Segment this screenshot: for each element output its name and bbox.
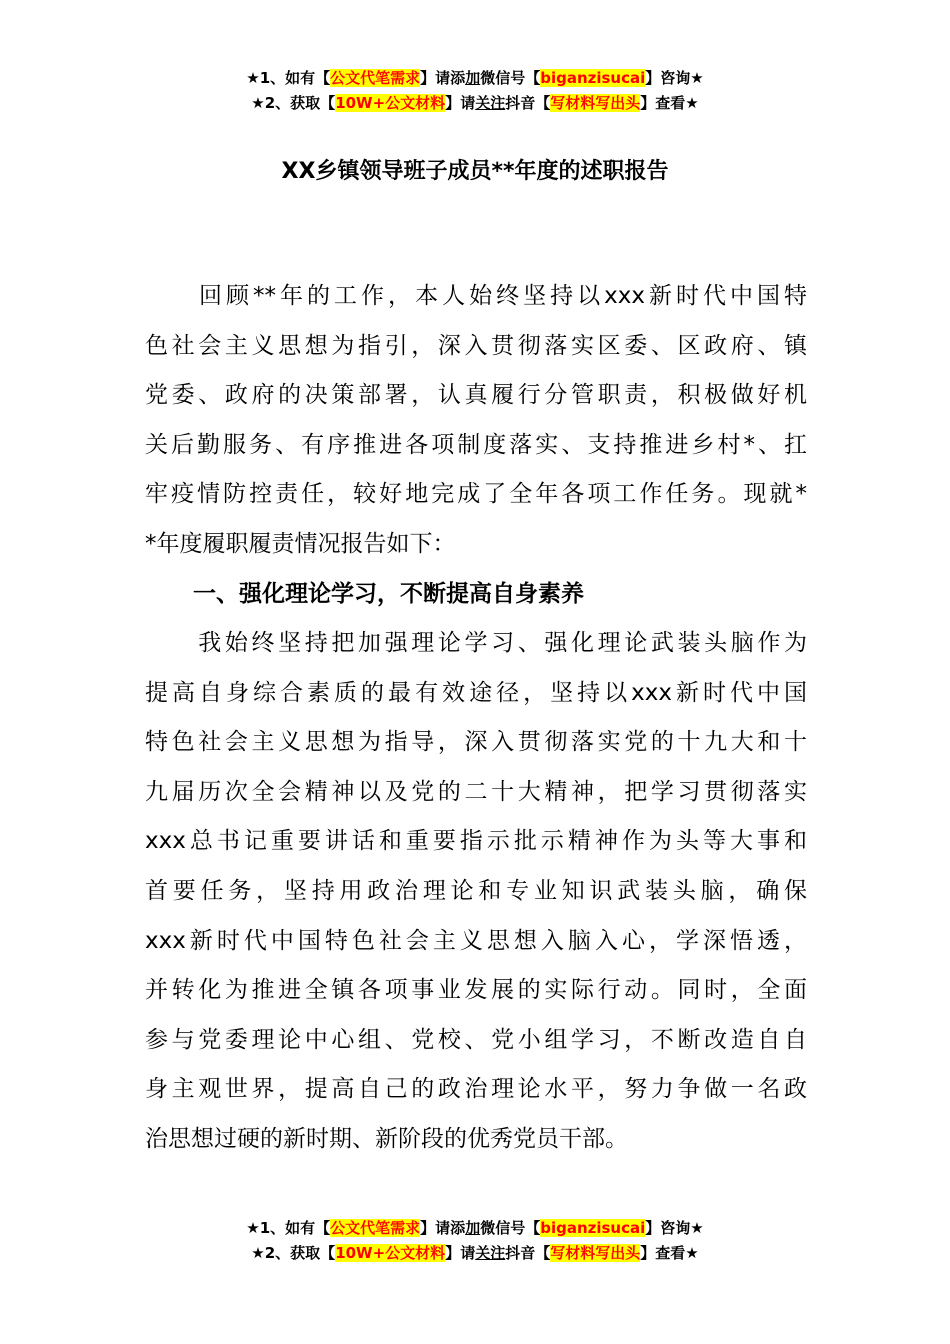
banner-text-underlined: 关注 (475, 94, 506, 112)
banner-text: 微信号【 (480, 1219, 541, 1237)
highlight-douyin-account: 写材料写出头 (550, 94, 641, 112)
text-line: 身主观世界，提高自己的政治理论水平，努力争做一名政 (145, 1076, 807, 1103)
banner-text-underlined: 加 (465, 69, 481, 87)
banner-text-underlined: 加 (465, 1219, 481, 1237)
text-line: 色社会主义思想为指引，深入贯彻落实区委、区政府、镇 (145, 332, 807, 359)
text-line: 党委、政府的决策部署，认真履行分管职责，积极做好机 (145, 382, 807, 409)
text-line: *年度履职履责情况报告如下： (145, 530, 456, 557)
text-line: 特色社会主义思想为指导，深入贯彻落实党的十九大和十 (145, 729, 807, 756)
banner-line-1 (0, 1216, 950, 1241)
paragraph-intro (145, 272, 807, 570)
highlight-wechat-id: biganzisucai (540, 69, 646, 87)
banner-text: 】咨询★ (645, 69, 704, 87)
highlight-wechat-id: biganzisucai (540, 1219, 646, 1237)
banner-line-1 (0, 66, 950, 91)
highlight-douyin-account: 写材料写出头 (550, 1244, 641, 1262)
highlight-materials: 10W+公文材料 (335, 94, 446, 112)
banner-text: 】查看★ (640, 94, 699, 112)
text-line: 牢疫情防控责任，较好地完成了全年各项工作任务。现就* (145, 481, 807, 508)
banner-text: 】请添 (420, 1219, 466, 1237)
text-line: xxx新时代中国特色社会主义思想入脑入心，学深悟透， (145, 927, 807, 954)
text-line: 提高自身综合素质的最有效途径，坚持以xxx新时代中国 (145, 679, 807, 706)
banner-line-2 (0, 1241, 950, 1266)
text-line: 关后勤服务、有序推进各项制度落实、支持推进乡村*、扛 (145, 431, 807, 458)
text-line: 九届历次全会精神以及党的二十大精神，把学习贯彻落实 (145, 778, 807, 805)
text-line: 治思想过硬的新时期、新阶段的优秀党员干部。 (145, 1125, 628, 1152)
banner-text: ★1、如有【 (246, 69, 331, 87)
banner-text: 】请添 (420, 69, 466, 87)
banner-text: ★2、获取【 (251, 1244, 336, 1262)
top-banner (0, 66, 950, 116)
highlight-service-name: 公文代笔需求 (330, 69, 421, 87)
banner-text: 】咨询★ (645, 1219, 704, 1237)
highlight-materials: 10W+公文材料 (335, 1244, 446, 1262)
bottom-banner (0, 1216, 950, 1266)
document-title: XX乡镇领导班子成员**年度的述职报告 (281, 159, 669, 184)
banner-line-2 (0, 91, 950, 116)
highlight-service-name: 公文代笔需求 (330, 1219, 421, 1237)
text-line: 我始终坚持把加强理论学习、强化理论武装头脑作为 (145, 630, 807, 656)
banner-text: ★1、如有【 (246, 1219, 331, 1237)
text-line: 首要任务，坚持用政治理论和专业知识武装头脑，确保 (145, 877, 807, 904)
banner-text: 抖音【 (505, 1244, 551, 1262)
banner-text: 】请 (445, 94, 476, 112)
text-line: 回顾**年的工作，本人始终坚持以xxx新时代中国特 (145, 283, 807, 309)
text-line: 参与党委理论中心组、党校、党小组学习，不断改造自自 (145, 1026, 807, 1053)
banner-text-underlined: 关注 (475, 1244, 506, 1262)
banner-text: 微信号【 (480, 69, 541, 87)
banner-text: 】查看★ (640, 1244, 699, 1262)
text-line: xxx总书记重要讲话和重要指示批示精神作为头等大事和 (145, 828, 807, 855)
banner-text: ★2、获取【 (251, 94, 336, 112)
section-heading-1: 一、强化理论学习，不断提高自身素养 (193, 581, 584, 607)
banner-text: 抖音【 (505, 94, 551, 112)
paragraph-theory-study (145, 619, 807, 1165)
text-line: 并转化为推进全镇各项事业发展的实际行动。同时，全面 (145, 977, 807, 1004)
banner-text: 】请 (445, 1244, 476, 1262)
